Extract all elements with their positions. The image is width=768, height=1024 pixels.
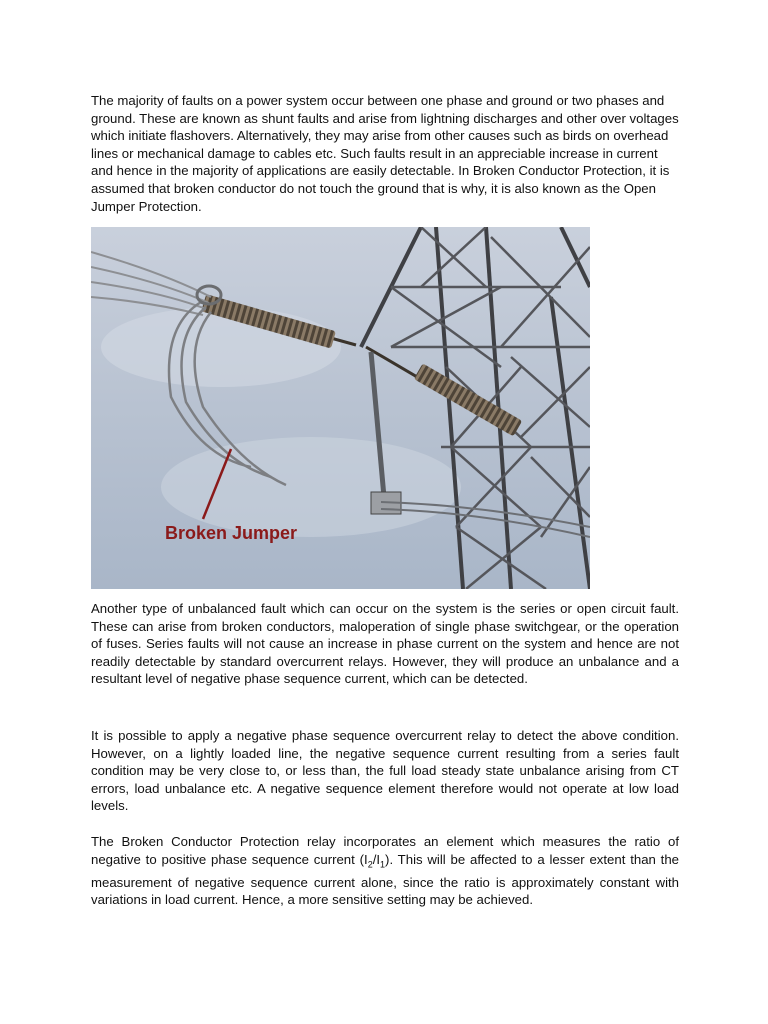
negative-sequence-paragraph: It is possible to apply a negative phase sequence overcurrent relay to detect the above condition. However, on a lightly loaded line, the negative sequence current resulting from a series fault condition may be very close to, or less than, the full load steady state unbalance arising from CT errors, load unbalance etc. A negative sequence element therefore would not operate at low load levels. [91,728,679,814]
broken-jumper-photo [91,227,590,589]
ratio-text-after: ). This will be affected to a lesser extent than the measurement of negative sequence current alone, since the ratio is approximately constant with variations in load current. Hence, a more sensitive setting may be achieved. [91,851,680,908]
subscript-2: 2 [367,859,373,870]
series-fault-paragraph: Another type of unbalanced fault which can occur on the system is the series or open circuit fault. These can arise from broken conductors, maloperation of single phase switchgear, or the operation of fuses. Series faults will not cause an increase in phase current on the system and hence are not readily detectable by standard overcurrent relays. However, they will produce an unbalance and a resultant level of negative phase sequence current, which can be detected. [91,601,679,687]
subscript-1: 1 [380,859,386,870]
intro-paragraph: The majority of faults on a power system occur between one phase and ground or two phases and ground. These are known as shunt faults and arise from lightning discharges and other over voltages which initiate flashovers. Alternatively, they may arise from other causes such as birds on overhead lines or mechanical damage to cables etc. Such faults result in an appreciable increase in current and hence in the majority of applications are easily detectable. In Broken Conductor Protection, it is assumed that broken conductor do not touch the ground that is why, it is also known as the Open Jumper Protection. [91,93,679,214]
ratio-text-before: The Broken Conductor Protection relay incorporates an element which measures the ratio of negative to positive phase sequence current (I [91,834,679,867]
broken-jumper-label: Broken Jumper [165,523,298,543]
relay-ratio-paragraph [91,833,679,909]
ratio-slash: /I [372,851,381,867]
